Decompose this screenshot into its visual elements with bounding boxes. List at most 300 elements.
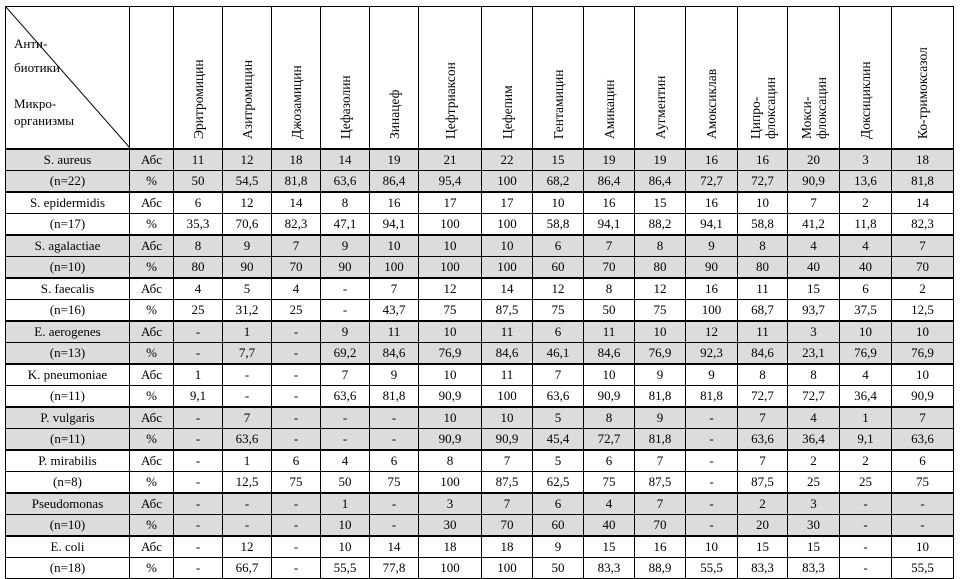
organism-name-cell: Pseudomonas [6, 493, 130, 515]
antibiotic-header-2 [223, 7, 272, 150]
value-cell: 19 [370, 149, 419, 171]
value-cell: 12 [419, 278, 482, 300]
value-cell: 41,2 [788, 214, 840, 236]
organism-count-cell: (n=22) [6, 171, 130, 193]
value-cell: 70 [892, 257, 954, 279]
measure-type-cell: % [130, 257, 174, 279]
value-cell: 72,7 [686, 171, 738, 193]
table-row [6, 214, 954, 236]
value-cell: 12 [223, 192, 272, 214]
value-cell: 8 [788, 364, 840, 386]
value-cell: 23,1 [788, 343, 840, 365]
value-cell: 12 [686, 321, 738, 343]
value-cell: 90 [686, 257, 738, 279]
value-cell: 84,6 [370, 343, 419, 365]
value-cell: 81,8 [635, 429, 686, 451]
value-cell: 31,2 [223, 300, 272, 322]
value-cell: 10 [892, 364, 954, 386]
value-cell: 77,8 [370, 558, 419, 579]
value-cell: 10 [686, 536, 738, 558]
value-cell: 6 [272, 450, 321, 472]
value-cell: 88,2 [635, 214, 686, 236]
value-cell: 58,8 [738, 214, 788, 236]
value-cell: 90 [321, 257, 370, 279]
value-cell: - [174, 472, 223, 494]
value-cell: 9 [533, 536, 584, 558]
value-cell: 3 [419, 493, 482, 515]
value-cell: 20 [738, 515, 788, 537]
value-cell: 55,5 [321, 558, 370, 579]
antibiotic-header-5 [370, 7, 419, 150]
antibiotic-header-10 [635, 7, 686, 150]
antibiotic-header-3 [272, 7, 321, 150]
value-cell: 6 [533, 493, 584, 515]
value-cell: 82,3 [892, 214, 954, 236]
value-cell: 8 [584, 407, 635, 429]
value-cell: 55,5 [686, 558, 738, 579]
value-cell: 7 [272, 235, 321, 257]
value-cell: 8 [321, 192, 370, 214]
value-cell: 16 [635, 536, 686, 558]
value-cell: 36,4 [840, 386, 892, 408]
value-cell: 76,9 [419, 343, 482, 365]
value-cell: 4 [321, 450, 370, 472]
table-row [6, 558, 954, 579]
value-cell: 9 [321, 321, 370, 343]
value-cell: 81,8 [892, 171, 954, 193]
value-cell: 100 [686, 300, 738, 322]
value-cell: 50 [174, 171, 223, 193]
value-cell: 7 [892, 407, 954, 429]
value-cell: 6 [840, 278, 892, 300]
value-cell: 1 [840, 407, 892, 429]
value-cell: 86,4 [370, 171, 419, 193]
value-cell: 25 [174, 300, 223, 322]
organism-count-cell: (n=11) [6, 429, 130, 451]
value-cell: 80 [635, 257, 686, 279]
value-cell: 6 [533, 321, 584, 343]
measure-type-cell: Абс [130, 235, 174, 257]
value-cell: 90,9 [419, 429, 482, 451]
measure-type-cell: % [130, 472, 174, 494]
measure-type-cell: % [130, 171, 174, 193]
corner-header-cell [6, 7, 130, 150]
antibiotic-header-6 [419, 7, 482, 150]
value-cell: 15 [788, 278, 840, 300]
antibiotic-sensitivity-table [5, 6, 954, 579]
measure-type-cell: Абс [130, 278, 174, 300]
antibiotic-name: Цефтриаксон [442, 62, 458, 139]
corner-antibiotics-line1: Анти- [14, 36, 48, 51]
value-cell: 94,1 [370, 214, 419, 236]
value-cell: 1 [174, 364, 223, 386]
value-cell: 7 [533, 364, 584, 386]
table-header-row [6, 7, 954, 150]
value-cell: 84,6 [584, 343, 635, 365]
value-cell: 60 [533, 515, 584, 537]
corner-antibiotics-line2: биотики [14, 60, 60, 75]
value-cell: 15 [738, 536, 788, 558]
value-cell: 37,5 [840, 300, 892, 322]
value-cell: 81,8 [686, 386, 738, 408]
organism-count-cell: (n=16) [6, 300, 130, 322]
antibiotic-header-13 [788, 7, 840, 150]
organism-count-cell: (n=18) [6, 558, 130, 579]
value-cell: - [321, 278, 370, 300]
value-cell: 21 [419, 149, 482, 171]
measure-type-cell: Абс [130, 493, 174, 515]
value-cell: 11 [584, 321, 635, 343]
table-row [6, 278, 954, 300]
organism-name-cell: S. epidermidis [6, 192, 130, 214]
value-cell: 16 [686, 149, 738, 171]
value-cell: 75 [533, 300, 584, 322]
organism-count-cell: (n=11) [6, 386, 130, 408]
value-cell: 6 [174, 192, 223, 214]
value-cell: 4 [272, 278, 321, 300]
value-cell: 10 [584, 364, 635, 386]
value-cell: 50 [584, 300, 635, 322]
value-cell: 90,9 [584, 386, 635, 408]
value-cell: 70 [635, 515, 686, 537]
table-row [6, 450, 954, 472]
value-cell: - [321, 407, 370, 429]
antibiotic-header-1 [174, 7, 223, 150]
value-cell: 70 [482, 515, 533, 537]
value-cell: - [686, 407, 738, 429]
value-cell: 100 [370, 257, 419, 279]
corner-organisms-line1: Микро- [14, 96, 57, 111]
value-cell: - [370, 493, 419, 515]
antibiotic-header-9 [584, 7, 635, 150]
table-wrapper [5, 6, 954, 579]
value-cell: 100 [419, 558, 482, 579]
value-cell: 11,8 [840, 214, 892, 236]
value-cell: 63,6 [738, 429, 788, 451]
value-cell: 8 [738, 364, 788, 386]
antibiotic-name: Гентамицин [550, 69, 566, 139]
value-cell: 1 [223, 450, 272, 472]
value-cell: 100 [419, 257, 482, 279]
value-cell: 2 [788, 450, 840, 472]
value-cell: 100 [482, 171, 533, 193]
value-cell: - [223, 364, 272, 386]
value-cell: - [272, 343, 321, 365]
value-cell: 76,9 [892, 343, 954, 365]
value-cell: - [223, 386, 272, 408]
value-cell: 86,4 [635, 171, 686, 193]
value-cell: 6 [584, 450, 635, 472]
value-cell: 94,1 [584, 214, 635, 236]
value-cell: 4 [840, 235, 892, 257]
antibiotic-name: Цефепим [499, 85, 515, 139]
value-cell: 62,5 [533, 472, 584, 494]
value-cell: 93,7 [788, 300, 840, 322]
measure-type-cell: Абс [130, 536, 174, 558]
value-cell: - [686, 450, 738, 472]
value-cell: 10 [738, 192, 788, 214]
value-cell: 87,5 [738, 472, 788, 494]
value-cell: 7 [788, 192, 840, 214]
value-cell: 83,3 [738, 558, 788, 579]
table-row [6, 192, 954, 214]
value-cell: 63,6 [223, 429, 272, 451]
organism-name-cell: S. faecalis [6, 278, 130, 300]
value-cell: 40 [788, 257, 840, 279]
value-cell: 5 [533, 407, 584, 429]
antibiotic-name: Ципро- флоксацин [747, 77, 778, 139]
organism-count-cell: (n=13) [6, 343, 130, 365]
value-cell: 9,1 [840, 429, 892, 451]
value-cell: 90,9 [419, 386, 482, 408]
value-cell: 10 [892, 536, 954, 558]
value-cell: 35,3 [174, 214, 223, 236]
value-cell: 63,6 [321, 171, 370, 193]
value-cell: 10 [321, 536, 370, 558]
value-cell: 7 [738, 407, 788, 429]
value-cell: 50 [321, 472, 370, 494]
value-cell: 7 [738, 450, 788, 472]
organism-name-cell: E. aerogenes [6, 321, 130, 343]
table-row [6, 407, 954, 429]
value-cell: 75 [370, 472, 419, 494]
value-cell: 90,9 [482, 429, 533, 451]
value-cell: 13,6 [840, 171, 892, 193]
table-row [6, 386, 954, 408]
value-cell: 7 [321, 364, 370, 386]
value-cell: 95,4 [419, 171, 482, 193]
value-cell: 4 [584, 493, 635, 515]
value-cell: 81,8 [272, 171, 321, 193]
value-cell: 76,9 [635, 343, 686, 365]
measure-type-cell: Абс [130, 450, 174, 472]
value-cell: 75 [892, 472, 954, 494]
antibiotic-name: Ко-тримоксазол [915, 47, 930, 139]
value-cell: 7 [584, 235, 635, 257]
value-cell: 54,5 [223, 171, 272, 193]
value-cell: 7 [370, 278, 419, 300]
antibiotic-name: Доксициклин [858, 61, 873, 139]
value-cell: 80 [738, 257, 788, 279]
value-cell: 10 [533, 192, 584, 214]
value-cell: 75 [635, 300, 686, 322]
value-cell: 87,5 [635, 472, 686, 494]
value-cell: 7 [223, 407, 272, 429]
value-cell: 63,6 [533, 386, 584, 408]
value-cell: 43,7 [370, 300, 419, 322]
value-cell: 18 [419, 536, 482, 558]
value-cell: 3 [840, 149, 892, 171]
value-cell: - [840, 493, 892, 515]
organism-name-cell: S. aureus [6, 149, 130, 171]
value-cell: 6 [370, 450, 419, 472]
value-cell: 16 [738, 149, 788, 171]
value-cell: 8 [174, 235, 223, 257]
value-cell: 16 [686, 192, 738, 214]
value-cell: 7 [482, 450, 533, 472]
value-cell: 84,6 [738, 343, 788, 365]
value-cell: 68,7 [738, 300, 788, 322]
value-cell: 15 [788, 536, 840, 558]
value-cell: 10 [321, 515, 370, 537]
value-cell: 100 [419, 472, 482, 494]
value-cell: 10 [419, 407, 482, 429]
value-cell: 12 [635, 278, 686, 300]
table-row [6, 257, 954, 279]
value-cell: 45,4 [533, 429, 584, 451]
value-cell: 83,3 [584, 558, 635, 579]
value-cell: 30 [788, 515, 840, 537]
value-cell: 11 [482, 321, 533, 343]
value-cell: 11 [482, 364, 533, 386]
value-cell: 19 [584, 149, 635, 171]
value-cell: - [174, 515, 223, 537]
value-cell: 36,4 [788, 429, 840, 451]
value-cell: 40 [840, 257, 892, 279]
value-cell: - [370, 515, 419, 537]
value-cell: 15 [584, 536, 635, 558]
value-cell: 81,8 [635, 386, 686, 408]
value-cell: 46,1 [533, 343, 584, 365]
value-cell: 88,9 [635, 558, 686, 579]
measure-type-cell: % [130, 429, 174, 451]
antibiotic-name: Мокси- флоксацин [798, 77, 829, 139]
value-cell: 14 [272, 192, 321, 214]
value-cell: 2 [840, 192, 892, 214]
antibiotic-header-8 [533, 7, 584, 150]
antibiotic-header-12 [738, 7, 788, 150]
value-cell: 2 [738, 493, 788, 515]
value-cell: - [174, 407, 223, 429]
value-cell: - [892, 515, 954, 537]
value-cell: 94,1 [686, 214, 738, 236]
value-cell: - [223, 493, 272, 515]
value-cell: - [686, 429, 738, 451]
value-cell: 8 [635, 235, 686, 257]
value-cell: 90,9 [892, 386, 954, 408]
value-cell: 15 [533, 149, 584, 171]
table-row [6, 343, 954, 365]
value-cell: 5 [223, 278, 272, 300]
value-cell: - [272, 386, 321, 408]
value-cell: 100 [482, 558, 533, 579]
value-cell: 82,3 [272, 214, 321, 236]
organism-name-cell: S. agalactiae [6, 235, 130, 257]
antibiotic-header-7 [482, 7, 533, 150]
value-cell: 4 [788, 235, 840, 257]
antibiotic-header-11 [686, 7, 738, 150]
value-cell: 70 [272, 257, 321, 279]
value-cell: 4 [788, 407, 840, 429]
value-cell: 66,7 [223, 558, 272, 579]
value-cell: 9,1 [174, 386, 223, 408]
value-cell: 5 [533, 450, 584, 472]
value-cell: 6 [892, 450, 954, 472]
value-cell: 9 [686, 364, 738, 386]
value-cell: 100 [482, 214, 533, 236]
value-cell: 25 [272, 300, 321, 322]
value-cell: 7 [482, 493, 533, 515]
value-cell: 63,6 [321, 386, 370, 408]
antibiotic-header-15 [892, 7, 954, 150]
organism-name-cell: K. pneumoniae [6, 364, 130, 386]
measure-type-cell: % [130, 214, 174, 236]
table-row [6, 321, 954, 343]
table-row [6, 472, 954, 494]
value-cell: 7 [892, 235, 954, 257]
value-cell: 7 [635, 450, 686, 472]
value-cell: 100 [482, 386, 533, 408]
value-cell: 12 [223, 149, 272, 171]
value-cell: 8 [419, 450, 482, 472]
value-cell: 3 [788, 321, 840, 343]
table-row [6, 364, 954, 386]
value-cell: 55,5 [892, 558, 954, 579]
table-row [6, 149, 954, 171]
value-cell: 9 [635, 364, 686, 386]
value-cell: - [174, 429, 223, 451]
value-cell: 14 [482, 278, 533, 300]
value-cell: 75 [584, 472, 635, 494]
value-cell: 60 [533, 257, 584, 279]
value-cell: - [272, 407, 321, 429]
organism-name-cell: P. vulgaris [6, 407, 130, 429]
value-cell: 16 [370, 192, 419, 214]
value-cell: 1 [223, 321, 272, 343]
value-cell: 25 [788, 472, 840, 494]
value-cell: - [174, 343, 223, 365]
value-cell: - [686, 472, 738, 494]
value-cell: 2 [840, 450, 892, 472]
value-cell: 25 [840, 472, 892, 494]
value-cell: - [840, 558, 892, 579]
value-cell: 11 [370, 321, 419, 343]
measure-type-cell: % [130, 515, 174, 537]
table-row [6, 493, 954, 515]
value-cell: 4 [174, 278, 223, 300]
value-cell: 10 [635, 321, 686, 343]
value-cell: - [370, 407, 419, 429]
value-cell: 22 [482, 149, 533, 171]
value-cell: 87,5 [482, 472, 533, 494]
value-cell: 8 [738, 235, 788, 257]
antibiotic-name: Цефазолин [337, 75, 353, 139]
value-cell: 10 [840, 321, 892, 343]
value-cell: 6 [533, 235, 584, 257]
value-cell: 8 [584, 278, 635, 300]
antibiotic-header-14 [840, 7, 892, 150]
value-cell: 10 [482, 235, 533, 257]
value-cell: 9 [635, 407, 686, 429]
value-cell: 9 [321, 235, 370, 257]
value-cell: 11 [738, 278, 788, 300]
value-cell: 83,3 [788, 558, 840, 579]
value-cell: - [686, 515, 738, 537]
value-cell: 11 [738, 321, 788, 343]
value-cell: 10 [482, 407, 533, 429]
table-row [6, 536, 954, 558]
value-cell: 72,7 [738, 386, 788, 408]
value-cell: 80 [174, 257, 223, 279]
value-cell: - [272, 515, 321, 537]
value-cell: 18 [272, 149, 321, 171]
antibiotic-name: Амоксиклав [704, 68, 719, 139]
table-row [6, 429, 954, 451]
value-cell: - [370, 429, 419, 451]
value-cell: 68,2 [533, 171, 584, 193]
value-cell: - [272, 364, 321, 386]
value-cell: 17 [482, 192, 533, 214]
